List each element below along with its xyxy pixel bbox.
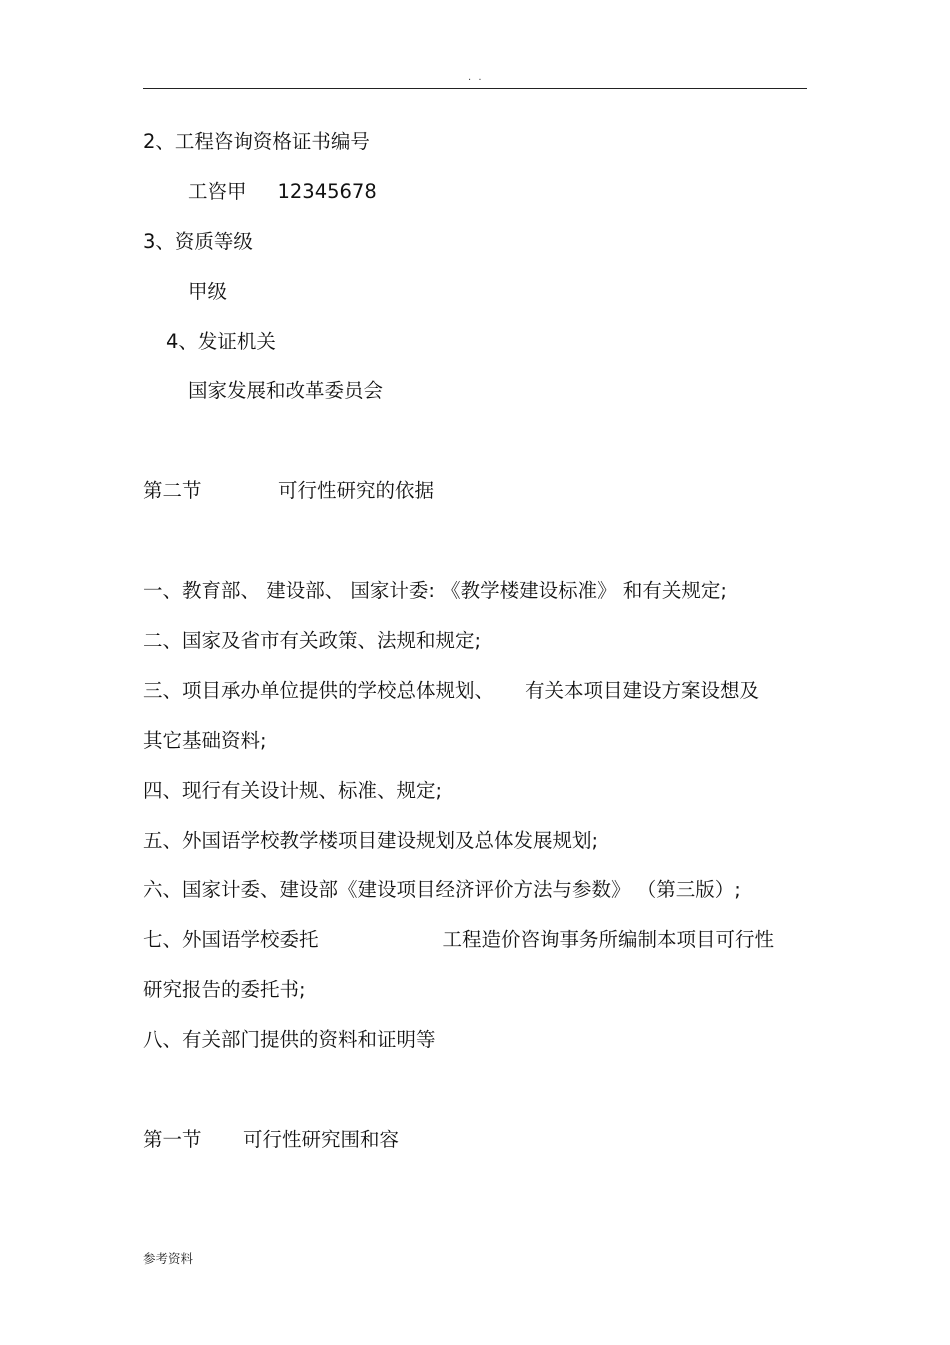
header-dots: . . <box>468 72 484 83</box>
cert-number-value: 工咨甲 12345678 <box>188 180 377 203</box>
basis-item: 一、教育部、 建设部、 国家计委: 《教学楼建设标准》 和有关规定; <box>143 579 727 602</box>
section2-title: 可行性研究的依据 <box>278 479 435 502</box>
header-rule <box>143 88 807 89</box>
basis-item: 七、外国语学校委托 工程造价咨询事务所编制本项目可行性 <box>143 928 774 951</box>
basis-item-continued: 其它基础资料; <box>143 729 267 752</box>
section1-number: 第一节 <box>143 1128 202 1151</box>
basis-item: 八、有关部门提供的资料和证明等 <box>143 1028 436 1051</box>
basis-item: 四、现行有关设计规、标准、规定; <box>143 779 443 802</box>
basis-item: 五、外国语学校教学楼项目建设规划及总体发展规划; <box>143 829 599 852</box>
footer-label: 参考资料 <box>143 1251 194 1266</box>
basis-item: 六、国家计委、建设部《建设项目经济评价方法与参数》 （第三版）; <box>143 878 741 901</box>
issuer-value: 国家发展和改革委员会 <box>188 379 384 402</box>
section2-number: 第二节 <box>143 479 202 502</box>
issuer-heading: 4、发证机关 <box>166 330 276 353</box>
section1-title: 可行性研究围和容 <box>243 1128 400 1151</box>
basis-item: 三、项目承办单位提供的学校总体规划、 有关本项目建设方案设想及 <box>143 679 759 702</box>
basis-item: 二、国家及省市有关政策、法规和规定; <box>143 629 482 652</box>
basis-item-continued: 研究报告的委托书; <box>143 978 306 1001</box>
cert-number-heading: 2、工程咨询资格证书编号 <box>143 130 370 153</box>
qualification-heading: 3、资质等级 <box>143 230 253 253</box>
qualification-value: 甲级 <box>188 280 228 303</box>
